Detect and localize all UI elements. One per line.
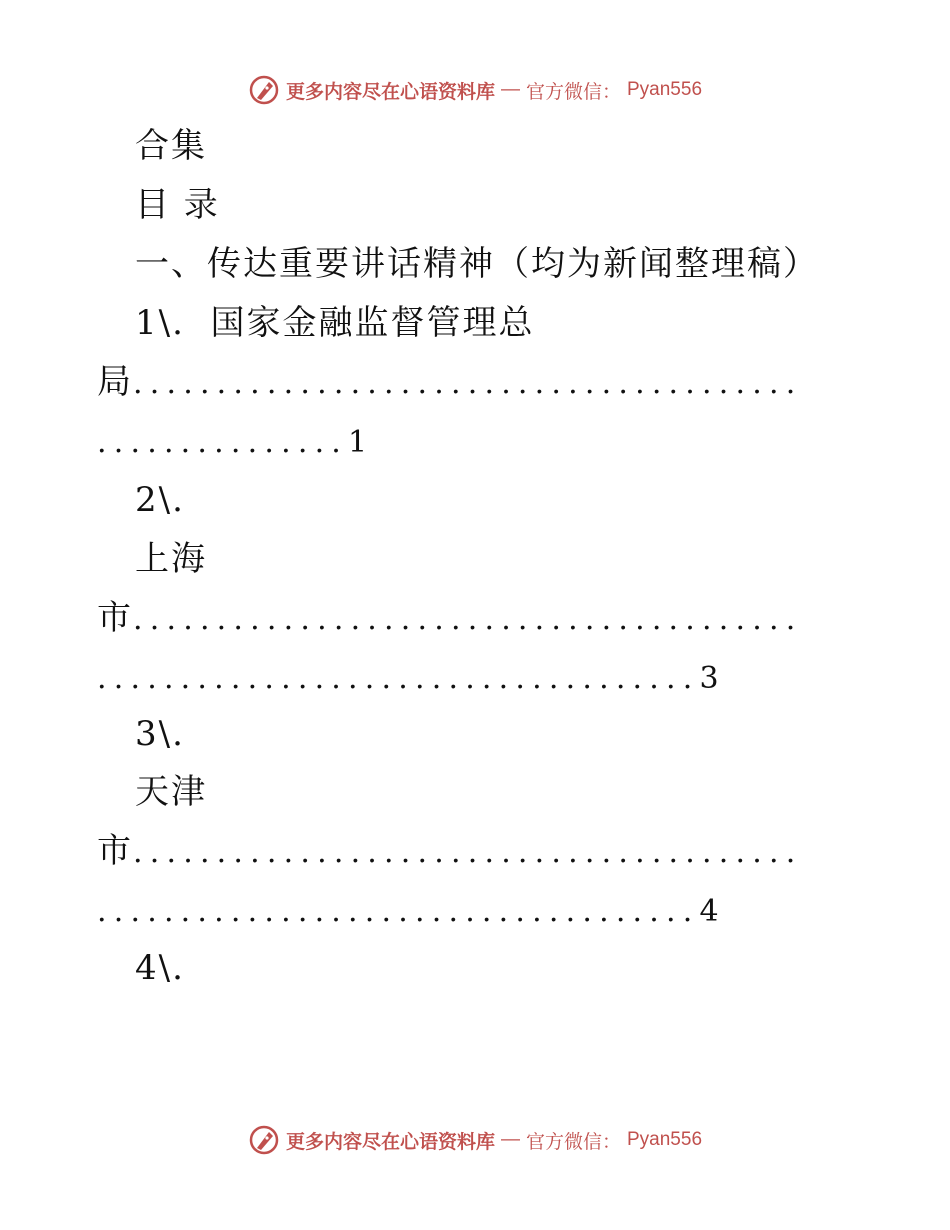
- toc-entry-1-title-end: 局: [97, 362, 133, 402]
- watermark-main-text: 更多内容尽在心语资料库: [285, 81, 495, 103]
- toc-entry-3-number: 3\.: [135, 714, 185, 754]
- watermark-official-text: 官方微信：: [525, 1131, 621, 1153]
- toc-entry-1-title[interactable]: [135, 303, 535, 343]
- watermark-wechat-id: Pyan556: [627, 79, 703, 100]
- doc-heading-collection: 合集: [135, 126, 207, 166]
- toc-entry-3-title-end: 市: [97, 831, 133, 871]
- watermark-separator: —: [500, 1129, 520, 1150]
- pen-nib-logo-icon: [248, 74, 280, 106]
- pen-nib-logo-icon: [248, 1124, 280, 1156]
- header-watermark: [0, 70, 950, 110]
- toc-entry-2-number: 2\.: [135, 480, 185, 520]
- toc-entry-2-title-end: 市: [97, 598, 133, 638]
- toc-entry-3-title[interactable]: 天津: [135, 772, 207, 812]
- toc-entry-1-title-text: 国家金融监督管理总: [210, 303, 535, 343]
- toc-entry-1-leader-dots: ........................................: [133, 366, 803, 401]
- toc-entry-2-leader-row-1: [97, 598, 802, 640]
- toc-entry-2-leader-dots-2: ....................................: [97, 661, 700, 696]
- toc-entry-3-leader-dots-2: ....................................: [97, 894, 700, 929]
- watermark-official-text: 官方微信：: [525, 81, 621, 103]
- toc-entry-2-leader-row-2: [97, 657, 721, 699]
- toc-entry-2-title[interactable]: 上海: [135, 539, 207, 579]
- toc-entry-1-leader-row-2: [97, 421, 369, 463]
- toc-entry-1-leader-dots-2: ...............: [97, 425, 349, 460]
- toc-entry-2-page: 3: [699, 661, 721, 696]
- toc-entry-4-number: 4\.: [135, 948, 185, 988]
- toc-entry-3-leader-row-1: [97, 831, 802, 873]
- toc-entry-3-page: 4: [699, 894, 721, 929]
- doc-heading-toc: 目 录: [135, 185, 220, 225]
- toc-entry-3-leader-dots: ........................................: [133, 835, 803, 870]
- toc-entry-1-leader-row-1: [97, 362, 802, 404]
- watermark-separator: —: [500, 79, 520, 100]
- toc-entry-3-leader-row-2: [97, 890, 721, 932]
- toc-entry-1-number: 1\.: [135, 303, 185, 343]
- toc-entry-1-page: 1: [348, 425, 370, 460]
- footer-watermark: [0, 1120, 950, 1160]
- toc-section-title: 一、传达重要讲话精神（均为新闻整理稿）: [135, 244, 819, 284]
- watermark-wechat-id: Pyan556: [627, 1129, 703, 1150]
- watermark-main-text: 更多内容尽在心语资料库: [285, 1131, 495, 1153]
- toc-entry-2-leader-dots: ........................................: [133, 602, 803, 637]
